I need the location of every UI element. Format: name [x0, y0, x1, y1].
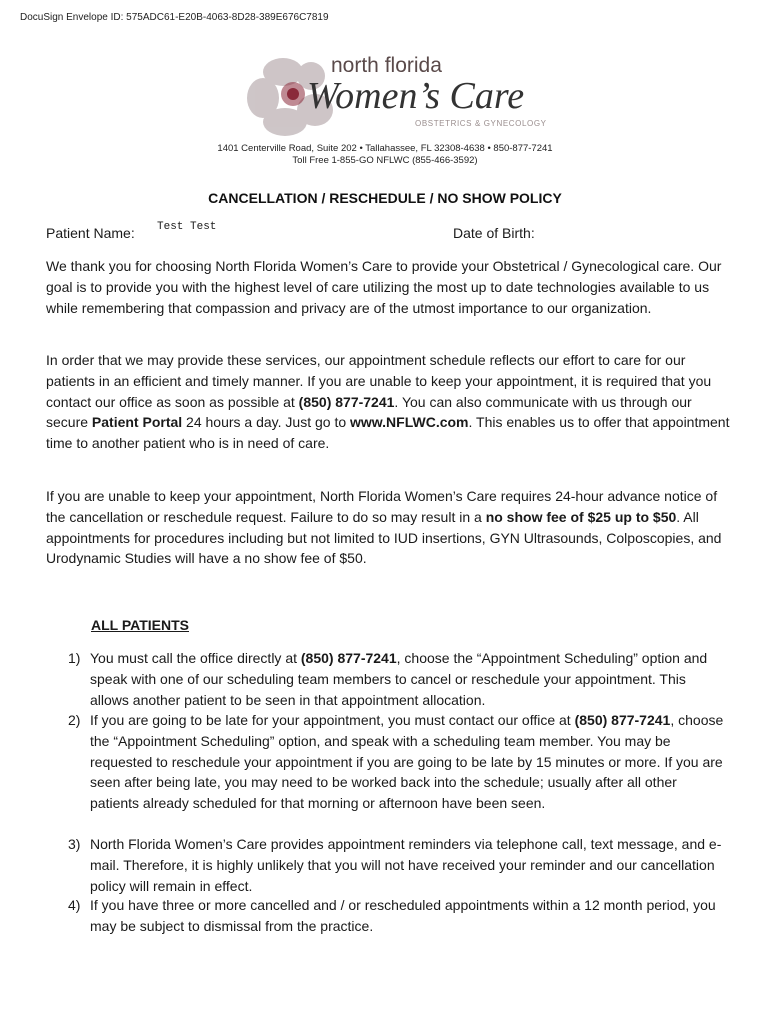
- page-title: CANCELLATION / RESCHEDULE / NO SHOW POLICY: [208, 190, 562, 206]
- office-phone: (850) 877-7241: [298, 393, 395, 410]
- patient-name-label: Patient Name:: [46, 225, 135, 241]
- section-heading-all-patients: ALL PATIENTS: [91, 617, 189, 633]
- website-link[interactable]: www.NFLWC.com: [350, 414, 469, 431]
- logo-womens-care: Women’s Care: [307, 75, 525, 117]
- list-item-number: 2): [68, 712, 81, 728]
- address-line-2: Toll Free 1-855-GO NFLWC (855-466-3592): [292, 155, 478, 166]
- docusign-envelope-id: DocuSign Envelope ID: 575ADC61-E20B-4063-8D28-389E676C7819: [20, 12, 329, 23]
- patient-portal-text: Patient Portal: [91, 414, 183, 431]
- logo-north-florida: north florida: [331, 54, 442, 77]
- date-of-birth-label: Date of Birth:: [453, 225, 535, 241]
- address-line-1: 1401 Centerville Road, Suite 202 • Tallahassee, FL 32308-4638 • 850-877-7241: [217, 143, 553, 154]
- list-item: [68, 834, 728, 896]
- services-paragraph: In order that we may provide these services, our appointment schedule reflects our effort to care for our patients in an efficient and timely manner. If you are unable to keep your appointment, it is required that you contact our office as soon as possible at (850) 877-7241. You can also communicate with us through our secure Patient Portal 24 hours a day. Just go to www.NFLWC.com. This enables us to offer that appointment time to another patient who is in need of care.: [46, 352, 730, 452]
- office-phone: (850) 877-7241: [574, 712, 671, 728]
- office-phone: (850) 877-7241: [300, 650, 397, 666]
- no-show-paragraph: If you are unable to keep your appointment, North Florida Women’s Care requires 24-hour advance notice of the cancellation or reschedule request. Failure to do so may result in a no show fee of $25 up to $50. All appointments for procedures including but not limited to IUD insertions, GYN Ultrasounds, Colposcopies, and Urodynamic Studies will have a no show fee of $50.: [46, 488, 722, 567]
- logo-subtitle: OBSTETRICS & GYNECOLOGY: [415, 119, 547, 128]
- intro-paragraph: We thank you for choosing North Florida Women’s Care to provide your Obstetrical / Gynecological care. Our goal is to provide you with the highest level of care utilizing the most up to date technologies available to us while remembering that compassion and privacy are of the utmost importance to our organization.: [46, 258, 722, 316]
- list-item: [68, 648, 728, 710]
- list-item-text: If you have three or more cancelled and / or rescheduled appointments within a 12 month period, you may be subject to dismissal from the practice.: [90, 897, 716, 934]
- list-item-number: 3): [68, 836, 81, 852]
- list-item: [68, 895, 728, 937]
- no-show-fee-text: no show fee of $25 up to $50: [485, 508, 677, 525]
- list-item-number: 4): [68, 897, 81, 913]
- practice-logo: [245, 50, 547, 140]
- list-item-text: If you are going to be late for your appointment, you must contact our office at (850) 877-7241, choose the “Appointment Scheduling” option, and speak with a scheduling team member. You may be requested to reschedule your appointment if you are going to be late by 15 minutes or more. If you are seen after being late, you may need to be worked back into the schedule; usually after all other patients already scheduled for that morning or afternoon have been seen.: [90, 712, 724, 812]
- list-item-number: 1): [68, 650, 81, 666]
- patient-name-value[interactable]: Test Test: [157, 221, 217, 233]
- list-item: [68, 710, 728, 814]
- list-item-text: North Florida Women’s Care provides appointment reminders via telephone call, text message, and e-mail. Therefore, it is highly unlikely that you will not have received your reminder and our cancellation policy will remain in effect.: [90, 836, 722, 894]
- list-item-text: You must call the office directly at (850) 877-7241, choose the “Appointment Scheduling” option and speak with one of our scheduling team members to cancel or reschedule your appointment. This allows another patient to be seen in that appointment allocation.: [90, 650, 708, 708]
